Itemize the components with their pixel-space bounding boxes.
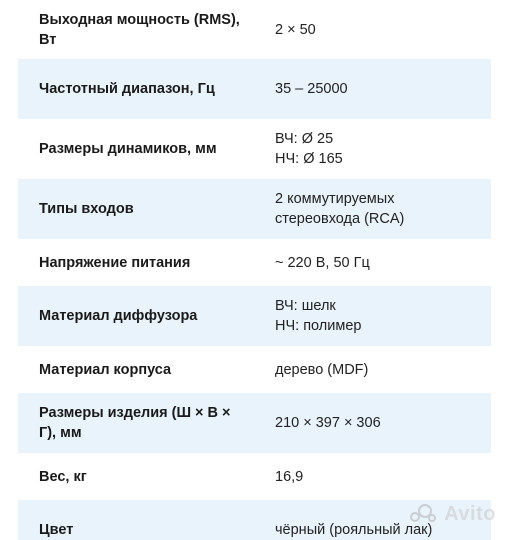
spec-row-cabinet-material [18, 346, 491, 393]
spec-value: дерево (MDF) [275, 361, 369, 378]
spec-value: 2 × 50 [275, 21, 316, 38]
spec-row-color [18, 500, 491, 540]
spec-row-driver-sizes [18, 119, 491, 179]
spec-label: Частотный диапазон, Гц [39, 81, 215, 97]
spec-label: Напряжение питания [39, 254, 191, 271]
spec-value: 16,9 [275, 468, 304, 485]
spec-value: 35 – 25000 [275, 81, 348, 97]
spec-label: Материал диффузора [39, 308, 198, 324]
spec-row-frequency-range [18, 59, 491, 119]
spec-label: Цвет [39, 522, 74, 538]
spec-value: ВЧ: шелк НЧ: полимер [275, 298, 362, 334]
spec-label: Вес, кг [39, 468, 87, 485]
spec-label: Типы входов [39, 201, 134, 217]
spec-row-output-power [18, 0, 491, 59]
spec-row-power-supply [18, 239, 491, 286]
spec-label: Выходная мощность (RMS), Вт [39, 11, 240, 48]
spec-row-diaphragm-material [18, 286, 491, 346]
spec-row-weight [18, 453, 491, 500]
spec-label: Материал корпуса [39, 361, 172, 378]
spec-table [18, 0, 491, 540]
spec-value: 2 коммутируемых стереовхода (RCA) [275, 191, 405, 227]
spec-value: 210 × 397 × 306 [275, 415, 381, 431]
spec-value: ~ 220 В, 50 Гц [275, 254, 370, 271]
spec-label: Размеры изделия (Ш × В × Г), мм [39, 405, 231, 441]
spec-value: чёрный (рояльный лак) [275, 522, 433, 538]
spec-row-input-types [18, 179, 491, 239]
watermark-text: Avito [444, 503, 496, 525]
spec-row-dimensions [18, 393, 491, 453]
spec-value: ВЧ: Ø 25 НЧ: Ø 165 [275, 131, 343, 167]
spec-label: Размеры динамиков, мм [39, 141, 217, 157]
